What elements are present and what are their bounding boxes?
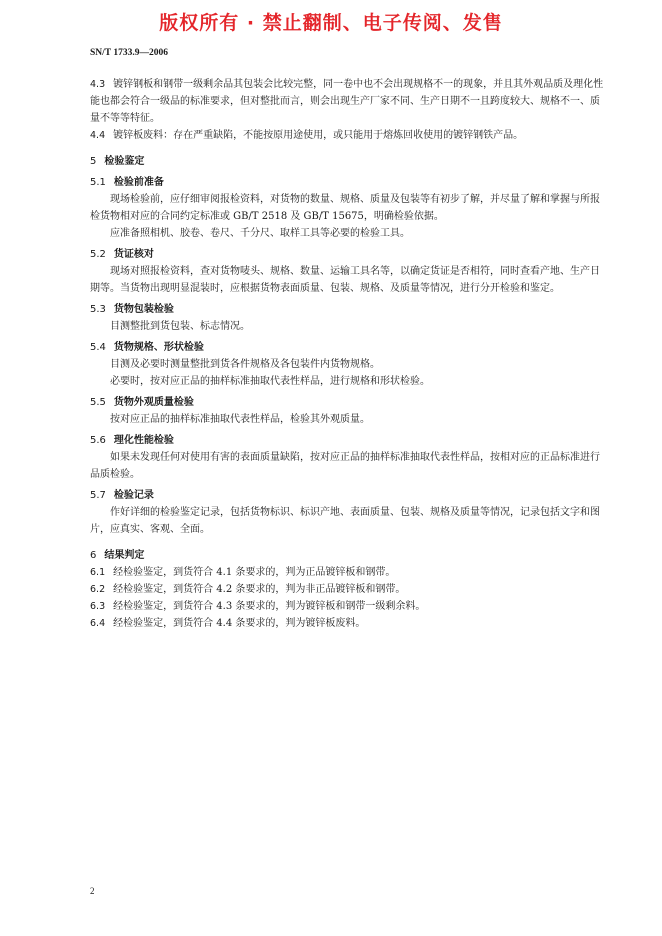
subsection-5-4-heading — [90, 339, 606, 356]
section-title: 检验鉴定 — [104, 156, 145, 167]
section-6-heading — [90, 547, 606, 564]
subsection-5-5-heading — [90, 394, 606, 411]
clause-number: 4.3 — [90, 79, 106, 90]
subsection-title: 检验前准备 — [113, 177, 164, 188]
paragraph: 必要时，按对应正品的抽样标准抽取代表性样品，进行规格和形状检验。 — [110, 376, 430, 387]
clause-6-2 — [90, 581, 606, 598]
clause-4-4 — [90, 127, 606, 144]
section-5-heading — [90, 153, 606, 170]
paragraph: 应准备照相机、胶卷、卷尺、千分尺、取样工具等必要的检验工具。 — [110, 228, 410, 239]
subsection-number: 5.6 — [90, 435, 106, 446]
clause-text: 镀锌板废料：存在严重缺陷，不能按原用途使用，或只能用于熔炼回收使用的镀锌钢铁产品。 — [113, 130, 524, 141]
clause-text: 经检验鉴定，到货符合 4.3 条要求的，判为镀锌板和钢带一级剩余料。 — [113, 601, 426, 612]
subsection-5-3-heading — [90, 301, 606, 318]
clause-text: 镀锌钢板和钢带一级剩余品其包装会比较完整，同一卷中也不会出现规格不一的现象，并且其外观品质及理化性能也都会符合一级品的标准要求，但对整批而言，则会出现生产厂家不同、生产日期不一且跨度较大、规格不一、质量不等等特征。 — [90, 79, 604, 124]
clause-number: 6.1 — [90, 567, 106, 578]
subsection-title: 货物规格、形状检验 — [113, 342, 204, 353]
clause-number: 6.4 — [90, 618, 106, 629]
clause-text: 经检验鉴定，到货符合 4.1 条要求的，判为正品镀锌板和钢带。 — [113, 567, 396, 578]
subsection-number: 5.3 — [90, 304, 106, 315]
subsection-title: 理化性能检验 — [113, 435, 174, 446]
clause-4-3 — [90, 76, 606, 127]
subsection-5-1-heading — [90, 174, 606, 191]
section-title: 结果判定 — [104, 550, 145, 561]
subsection-title: 检验记录 — [113, 490, 154, 501]
subsection-5-2-heading — [90, 246, 606, 263]
subsection-5-7-heading — [90, 487, 606, 504]
clause-number: 6.2 — [90, 584, 106, 595]
copyright-watermark: 版权所有 · 禁止翻制、电子传阅、发售 — [159, 12, 503, 34]
subsection-number: 5.1 — [90, 177, 106, 188]
clause-6-1 — [90, 564, 606, 581]
document-body — [90, 76, 606, 632]
paragraph: 目测整批到货包装、标志情况。 — [110, 321, 250, 332]
subsection-number: 5.5 — [90, 397, 106, 408]
paragraph: 如果未发现任何对使用有害的表面质量缺陷，按对应正品的抽样标准抽取代表性样品，按相对应的正品标准进行品质检验。 — [90, 452, 600, 480]
subsection-number: 5.2 — [90, 249, 106, 260]
clause-number: 6.3 — [90, 601, 106, 612]
clause-number: 4.4 — [90, 130, 106, 141]
section-number: 5 — [90, 156, 97, 167]
subsection-title: 货物外观质量检验 — [113, 397, 194, 408]
paragraph: 按对应正品的抽样标准抽取代表性样品，检验其外观质量。 — [110, 414, 370, 425]
subsection-5-6-heading — [90, 432, 606, 449]
paragraph: 作好详细的检验鉴定记录，包括货物标识、标识产地、表面质量、包装、规格及质量等情况，记录包括文字和图片，应真实、客观、全面。 — [90, 507, 600, 535]
subsection-title: 货证核对 — [113, 249, 154, 260]
page-number: 2 — [90, 886, 95, 896]
clause-6-4 — [90, 615, 606, 632]
subsection-title: 货物包装检验 — [113, 304, 174, 315]
subsection-number: 5.4 — [90, 342, 106, 353]
paragraph: 现场检验前，应仔细审阅报检资料，对货物的数量、规格、质量及包装等有初步了解，并尽量了解和掌握与所报检货物相对应的合同约定标准或 GB/T 2518 及 GB/T 15675，明确检验依据。 — [90, 194, 600, 222]
clause-text: 经检验鉴定，到货符合 4.2 条要求的，判为非正品镀锌板和钢带。 — [113, 584, 406, 595]
clause-6-3 — [90, 598, 606, 615]
paragraph: 现场对照报检资料，查对货物唛头、规格、数量、运输工具名等，以确定货证是否相符，同时查看产地、生产日期等。当货物出现明显混装时，应根据货物表面质量、包装、规格、及质量等情况，进行分开检验和鉴定。 — [90, 266, 600, 294]
standard-number: SN/T 1733.9—2006 — [90, 48, 168, 58]
paragraph: 目测及必要时测量整批到货各件规格及各包装件内货物规格。 — [110, 359, 380, 370]
section-number: 6 — [90, 550, 97, 561]
clause-text: 经检验鉴定，到货符合 4.4 条要求的，判为镀锌板废料。 — [113, 618, 366, 629]
subsection-number: 5.7 — [90, 490, 106, 501]
